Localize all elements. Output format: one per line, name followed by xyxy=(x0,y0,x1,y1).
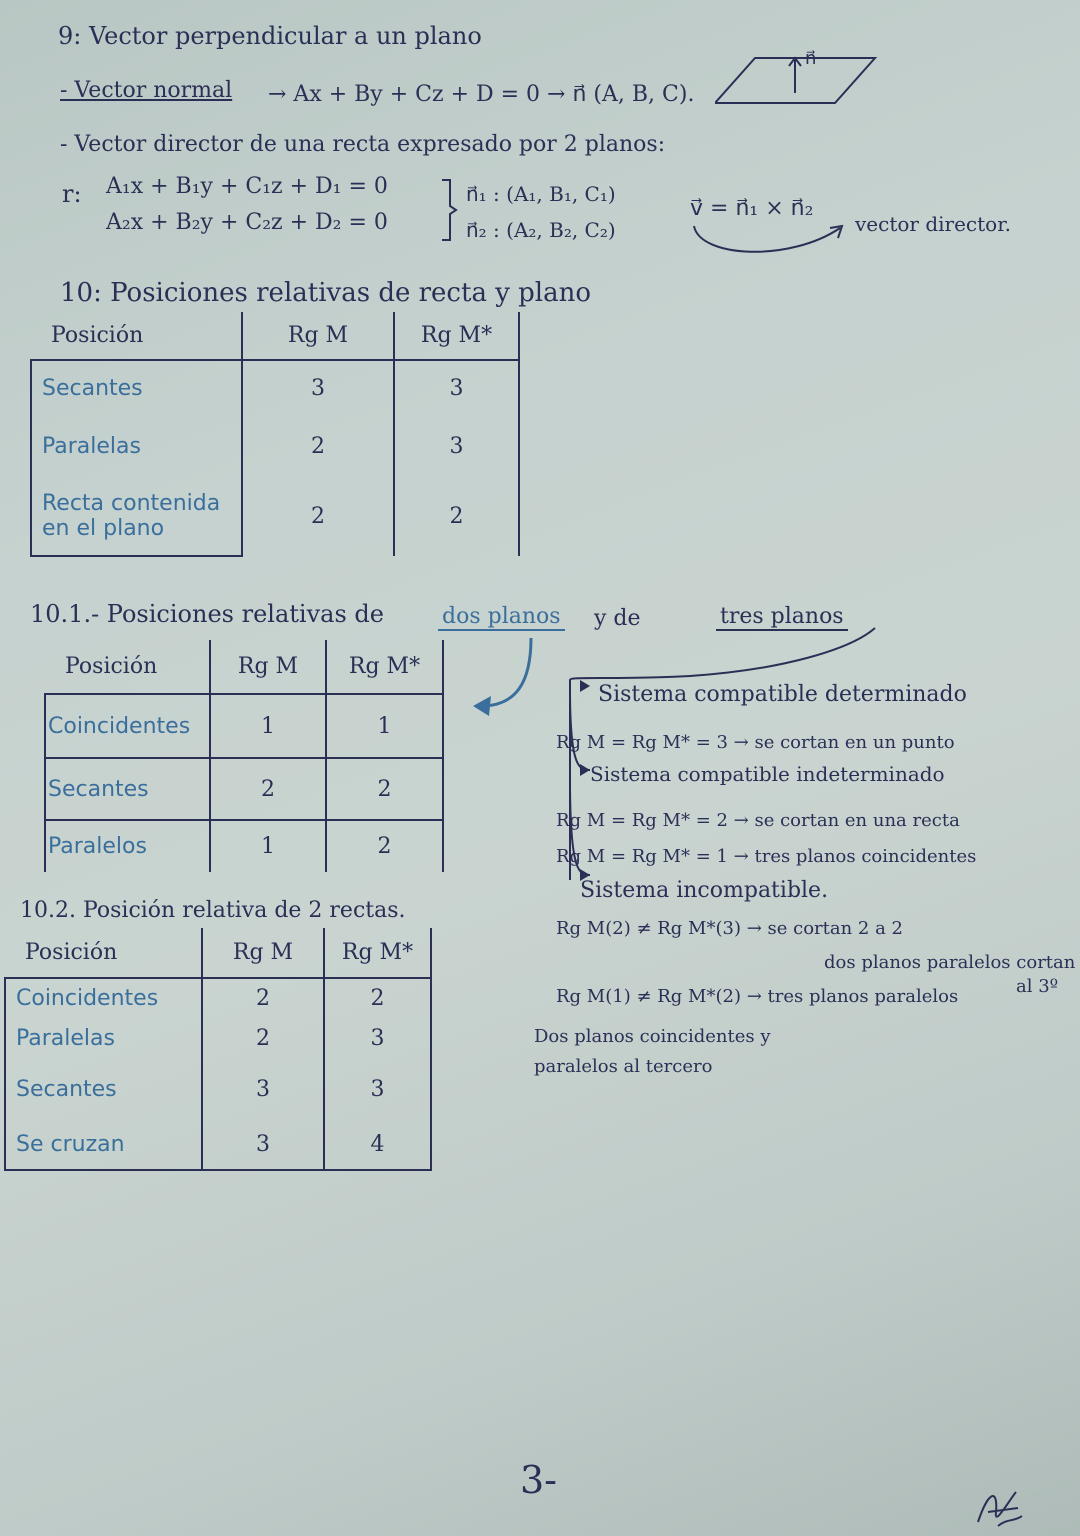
three-planes-label: tres planos xyxy=(716,604,848,631)
normal-vector-label: - Vector normal xyxy=(60,78,233,103)
page-number: 3- xyxy=(520,1458,558,1502)
plane-equation-1: A₁x + B₁y + C₁z + D₁ = 0 xyxy=(106,174,388,199)
scd-detail: Rg M = Rg M* = 3 → se cortan en un punto xyxy=(556,732,955,753)
si-detail-1: Rg M(2) ≠ Rg M*(3) → se cortan 2 a 2 xyxy=(556,918,903,939)
table-row xyxy=(31,416,519,476)
col-header-posicion: Posición xyxy=(5,928,202,978)
brace-icon xyxy=(438,178,458,242)
rgm-value: 1 xyxy=(210,820,326,872)
table-row xyxy=(5,978,431,1018)
rgm-value: 2 xyxy=(242,476,394,556)
rgm-star-value: 1 xyxy=(326,694,443,758)
row-label: Coincidentes xyxy=(5,978,202,1018)
rgm-star-value: 2 xyxy=(326,820,443,872)
table-row xyxy=(31,476,519,556)
sci-detail-2: Rg M = Rg M* = 1 → tres planos coincidentes xyxy=(556,846,977,867)
rgm-value: 2 xyxy=(202,1018,324,1058)
row-label: Secantes xyxy=(31,360,242,416)
rgm-star-value: 2 xyxy=(324,978,431,1018)
row-label: Secantes xyxy=(5,1058,202,1120)
col-header-rgm-star: Rg M* xyxy=(326,640,443,694)
col-header-posicion: Posición xyxy=(31,312,242,360)
table-row xyxy=(45,694,443,758)
table-row xyxy=(5,1058,431,1120)
si-detail-1c: al 3º xyxy=(1016,976,1059,997)
y-de-label: y de xyxy=(594,606,641,631)
vector-director-label: vector director. xyxy=(855,212,1011,236)
section-10-title: 10: Posiciones relativas de recta y plano xyxy=(60,278,592,308)
two-planes-label: dos planos xyxy=(438,604,565,631)
si-detail-2: Rg M(1) ≠ Rg M*(2) → tres planos paralelos xyxy=(556,986,959,1007)
plane-sketch xyxy=(715,48,885,118)
rgm-value: 3 xyxy=(242,360,394,416)
col-header-rgm: Rg M xyxy=(210,640,326,694)
r-label: r: xyxy=(62,180,82,208)
rgm-value: 3 xyxy=(202,1120,324,1170)
table-row xyxy=(45,820,443,872)
section-10-2-title: 10.2. Posición relativa de 2 rectas. xyxy=(20,898,406,923)
si-label: Sistema incompatible. xyxy=(580,878,829,903)
row-label: Se cruzan xyxy=(5,1120,202,1170)
table-row xyxy=(5,1018,431,1058)
row-label: Paralelos xyxy=(45,820,210,872)
row-label: Recta contenida en el plano xyxy=(31,476,242,556)
director-vector-text: - Vector director de una recta expresado por 2 planos: xyxy=(60,132,666,157)
row-label: Secantes xyxy=(45,758,210,820)
col-header-rgm: Rg M xyxy=(202,928,324,978)
row-label: Paralelas xyxy=(31,416,242,476)
two-lines-table xyxy=(4,928,432,1171)
col-header-rgm-star: Rg M* xyxy=(324,928,431,978)
rgm-star-value: 2 xyxy=(394,476,519,556)
si-detail-3b: paralelos al tercero xyxy=(534,1056,713,1077)
rgm-value: 1 xyxy=(210,694,326,758)
signature-icon xyxy=(968,1482,1028,1532)
cross-product: v⃗ = n⃗₁ × n⃗₂ xyxy=(690,196,814,221)
rgm-star-value: 3 xyxy=(394,360,519,416)
recta-plano-table xyxy=(30,312,520,557)
sci-label: Sistema compatible indeterminado xyxy=(590,762,945,786)
sci-detail-1: Rg M = Rg M* = 2 → se cortan en una recta xyxy=(556,810,960,831)
table-row xyxy=(31,360,519,416)
si-detail-1b: dos planos paralelos cortan xyxy=(824,952,1076,973)
normal-vector-2: n⃗₂ : (A₂, B₂, C₂) xyxy=(466,218,616,242)
section-10-1-title: 10.1.- Posiciones relativas de xyxy=(30,600,384,628)
col-header-posicion: Posición xyxy=(45,640,210,694)
rgm-value: 3 xyxy=(202,1058,324,1120)
two-planes-table xyxy=(44,640,444,872)
col-header-rgm: Rg M xyxy=(242,312,394,360)
rgm-value: 2 xyxy=(210,758,326,820)
plane-normal-label: n⃗ xyxy=(805,48,817,69)
rgm-star-value: 2 xyxy=(326,758,443,820)
rgm-star-value: 3 xyxy=(324,1058,431,1120)
plane-equation-2: A₂x + B₂y + C₂z + D₂ = 0 xyxy=(106,210,388,235)
row-label: Coincidentes xyxy=(45,694,210,758)
rgm-value: 2 xyxy=(242,416,394,476)
si-detail-3a: Dos planos coincidentes y xyxy=(534,1026,771,1047)
row-label: Paralelas xyxy=(5,1018,202,1058)
curved-arrow-icon xyxy=(690,222,860,262)
table-row xyxy=(5,1120,431,1170)
table-row xyxy=(45,758,443,820)
col-header-rgm-star: Rg M* xyxy=(394,312,519,360)
rgm-value: 2 xyxy=(202,978,324,1018)
rgm-star-value: 3 xyxy=(324,1018,431,1058)
scd-label: Sistema compatible determinado xyxy=(598,682,967,707)
rgm-star-value: 3 xyxy=(394,416,519,476)
rgm-star-value: 4 xyxy=(324,1120,431,1170)
normal-vector-equation: → Ax + By + Cz + D = 0 → n⃗ (A, B, C). xyxy=(268,82,695,107)
normal-vector-1: n⃗₁ : (A₁, B₁, C₁) xyxy=(466,182,616,206)
section-9-title: 9: Vector perpendicular a un plano xyxy=(58,22,482,50)
